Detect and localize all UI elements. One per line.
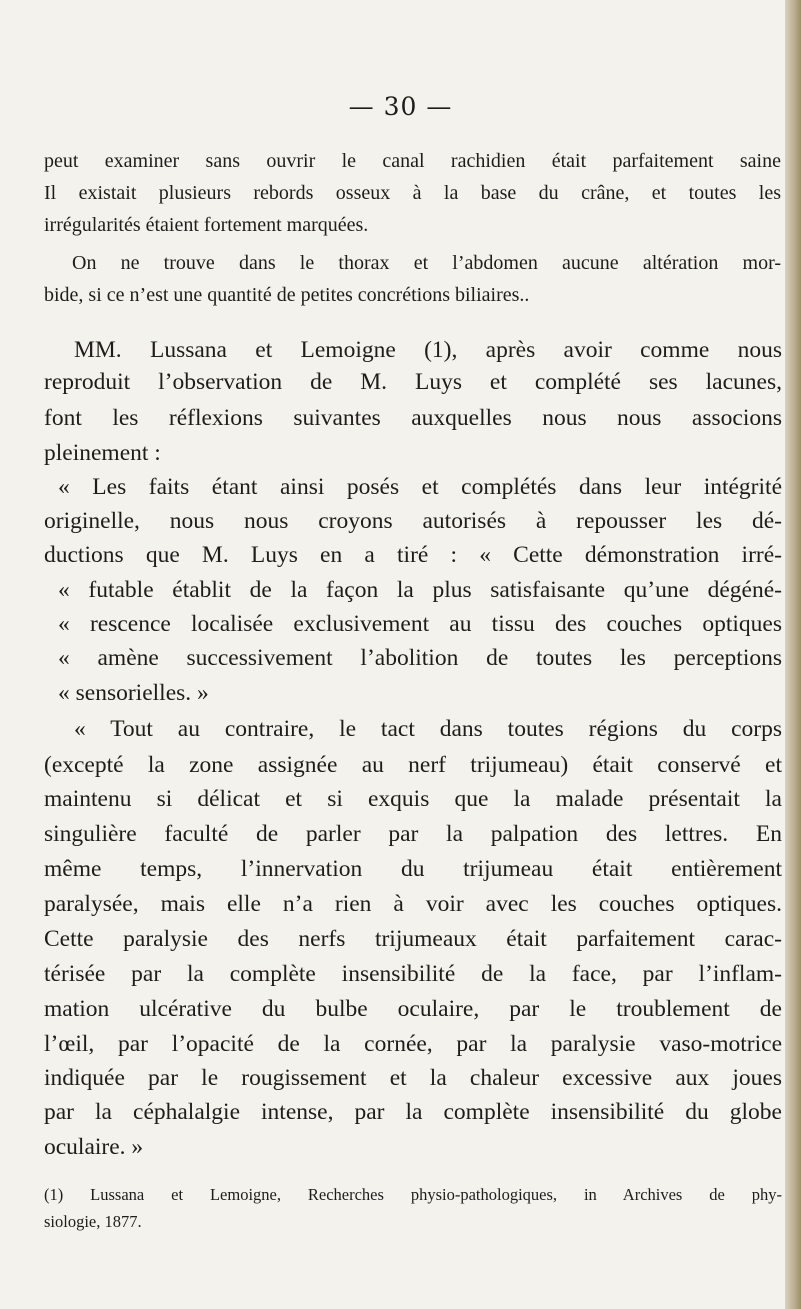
text-line: par la céphalalgie intense, par la complète insensibilité du globe: [44, 1099, 782, 1125]
text-line: MM. Lussana et Lemoigne (1), après avoir comme nous: [74, 337, 782, 363]
text-line: reproduit l’observation de M. Luys et complété ses lacunes,: [44, 369, 782, 395]
text-line: Cette paralysie des nerfs trijumeaux était parfaitement carac-: [44, 926, 782, 952]
text-line: « Tout au contraire, le tact dans toutes régions du corps: [74, 716, 782, 742]
text-line: peut examiner sans ouvrir le canal rachidien était parfaitement saine: [44, 150, 781, 172]
page-edge: [785, 0, 801, 1309]
text-line: (excepté la zone assignée au nerf trijumeau) était conservé et: [44, 752, 782, 778]
text-line: l’œil, par l’opacité de la cornée, par la paralysie vaso-motrice: [44, 1031, 782, 1057]
text-line: singulière faculté de parler par la palpation des lettres. En: [44, 821, 782, 847]
text-line: « sensorielles. »: [58, 680, 209, 706]
text-line: « Les faits étant ainsi posés et complétés dans leur intégrité: [58, 474, 782, 500]
text-line: « futable établit de la façon la plus satisfaisante qu’une dégéné-: [58, 577, 782, 603]
text-line: même temps, l’innervation du trijumeau était entièrement: [44, 856, 782, 882]
page-number: — 30 —: [348, 92, 453, 121]
text-line: oculaire. »: [44, 1134, 144, 1160]
text-line: pleinement :: [44, 440, 161, 466]
text-line: Il existait plusieurs rebords osseux à la base du crâne, et toutes les: [44, 182, 781, 204]
text-line: paralysée, mais elle n’a rien à voir avec les couches optiques.: [44, 891, 782, 917]
text-line: mation ulcérative du bulbe oculaire, par le troublement de: [44, 996, 782, 1022]
text-line: térisée par la complète insensibilité de la face, par l’inflam-: [44, 961, 782, 987]
text-line: irrégularités étaient fortement marquées.: [44, 214, 369, 236]
text-line: font les réflexions suivantes auxquelles nous nous associons: [44, 405, 782, 431]
footnote-line: (1) Lussana et Lemoigne, Recherches physio-pathologiques, in Archives de phy-: [44, 1185, 782, 1204]
footnote-line: siologie, 1877.: [44, 1212, 142, 1231]
text-line: originelle, nous nous croyons autorisés à repousser les dé-: [44, 508, 782, 534]
text-line: ductions que M. Luys en a tiré : « Cette démonstration irré-: [44, 542, 782, 568]
text-line: « amène successivement l’abolition de toutes les perceptions: [58, 645, 782, 671]
text-line: « rescence localisée exclusivement au tissu des couches optiques: [58, 611, 782, 637]
text-line: bide, si ce n’est une quantité de petites concrétions biliaires..: [44, 284, 530, 306]
text-line: maintenu si délicat et si exquis que la malade présentait la: [44, 786, 782, 812]
text-line: indiquée par le rougissement et la chaleur excessive aux joues: [44, 1065, 782, 1091]
text-line: On ne trouve dans le thorax et l’abdomen aucune altération mor-: [72, 252, 781, 274]
